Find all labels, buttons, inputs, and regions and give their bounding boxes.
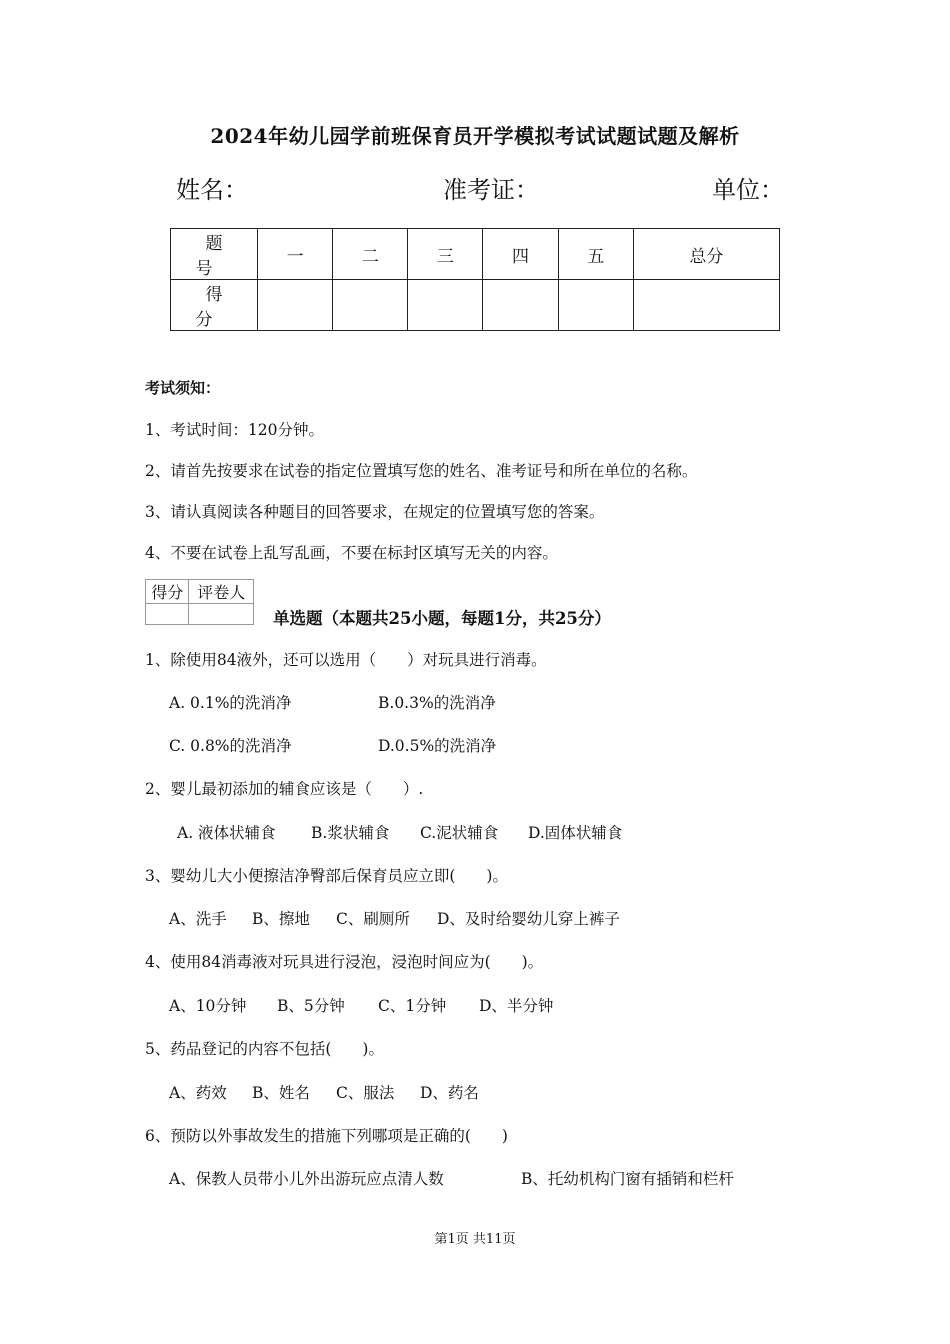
option: D.0.5%的洗消净 <box>378 737 497 755</box>
question-stem: 6、预防以外事故发生的措施下列哪项是正确的( ) <box>145 1127 508 1145</box>
option: B、5分钟 <box>277 997 345 1015</box>
score-cell[interactable] <box>258 280 333 331</box>
option: B、托幼机构门窗有插销和栏杆 <box>521 1170 734 1188</box>
option: B.0.3%的洗消净 <box>378 694 496 712</box>
score-table-header-row <box>171 229 780 280</box>
option: C、1分钟 <box>378 997 447 1015</box>
option: C.泥状辅食 <box>420 824 499 842</box>
grader-blank[interactable] <box>189 604 254 625</box>
column-header: 四 <box>483 229 558 280</box>
score-cell[interactable] <box>408 280 483 331</box>
column-header: 二 <box>333 229 408 280</box>
question-number-header: 题 号 <box>171 229 258 280</box>
grader-table <box>145 579 254 625</box>
column-header: 五 <box>558 229 633 280</box>
grader-label: 评卷人 <box>189 580 254 604</box>
option: A. 0.1%的洗消净 <box>169 694 292 712</box>
candidate-fields <box>0 170 950 204</box>
option: D、及时给婴幼儿穿上裤子 <box>437 910 620 928</box>
score-blank[interactable] <box>146 604 189 625</box>
option: D.固体状辅食 <box>528 824 623 842</box>
option: D、药名 <box>420 1084 479 1102</box>
question-stem: 3、婴幼儿大小便擦洁净臀部后保育员应立即( )。 <box>145 867 508 885</box>
question-stem: 5、药品登记的内容不包括( )。 <box>145 1040 384 1058</box>
question-stem: 2、婴儿最初添加的辅食应该是（ ）. <box>145 780 424 798</box>
option: B、姓名 <box>252 1084 310 1102</box>
column-header: 三 <box>408 229 483 280</box>
exam-number-field-label: 准考证： <box>443 176 539 204</box>
option: C. 0.8%的洗消净 <box>169 737 292 755</box>
option: A、洗手 <box>169 910 227 928</box>
notice-item: 2、请首先按要求在试卷的指定位置填写您的姓名、准考证号和所在单位的名称。 <box>145 462 698 480</box>
score-cell[interactable] <box>483 280 558 331</box>
option: C、服法 <box>336 1084 395 1102</box>
document-title: 2024年幼儿园学前班保育员开学模拟考试试题试题及解析 <box>210 124 740 148</box>
column-header: 一 <box>258 229 333 280</box>
score-table <box>170 228 780 331</box>
option: A、10分钟 <box>169 997 247 1015</box>
unit-field-label: 单位： <box>712 176 784 204</box>
name-field-label: 姓名： <box>176 176 248 204</box>
notice-item: 4、不要在试卷上乱写乱画，不要在标封区填写无关的内容。 <box>145 544 558 562</box>
score-table-score-row <box>171 280 780 331</box>
option: A. 液体状辅食 <box>177 824 276 842</box>
score-label: 得分 <box>146 580 189 604</box>
option: D、半分钟 <box>479 997 554 1015</box>
notice-item: 1、考试时间：120分钟。 <box>145 421 324 439</box>
option: A、药效 <box>169 1084 227 1102</box>
page-footer: 第1页 共11页 <box>434 1232 516 1247</box>
score-header: 得 分 <box>171 280 258 331</box>
option: A、保教人员带小儿外出游玩应点清人数 <box>169 1170 444 1188</box>
question-stem: 1、除使用84液外，还可以选用（ ）对玩具进行消毒。 <box>145 651 547 669</box>
section-heading: 单选题（本题共25小题，每题1分，共25分） <box>273 609 611 628</box>
score-cell[interactable] <box>558 280 633 331</box>
option: B、擦地 <box>252 910 310 928</box>
notice-item: 3、请认真阅读各种题目的回答要求，在规定的位置填写您的答案。 <box>145 503 605 521</box>
question-stem: 4、使用84消毒液对玩具进行浸泡，浸泡时间应为( )。 <box>145 953 544 971</box>
column-header: 总分 <box>633 229 779 280</box>
score-cell[interactable] <box>633 280 779 331</box>
option: B.浆状辅食 <box>311 824 390 842</box>
score-cell[interactable] <box>333 280 408 331</box>
option: C、刷厕所 <box>336 910 410 928</box>
notice-heading: 考试须知： <box>145 379 221 397</box>
